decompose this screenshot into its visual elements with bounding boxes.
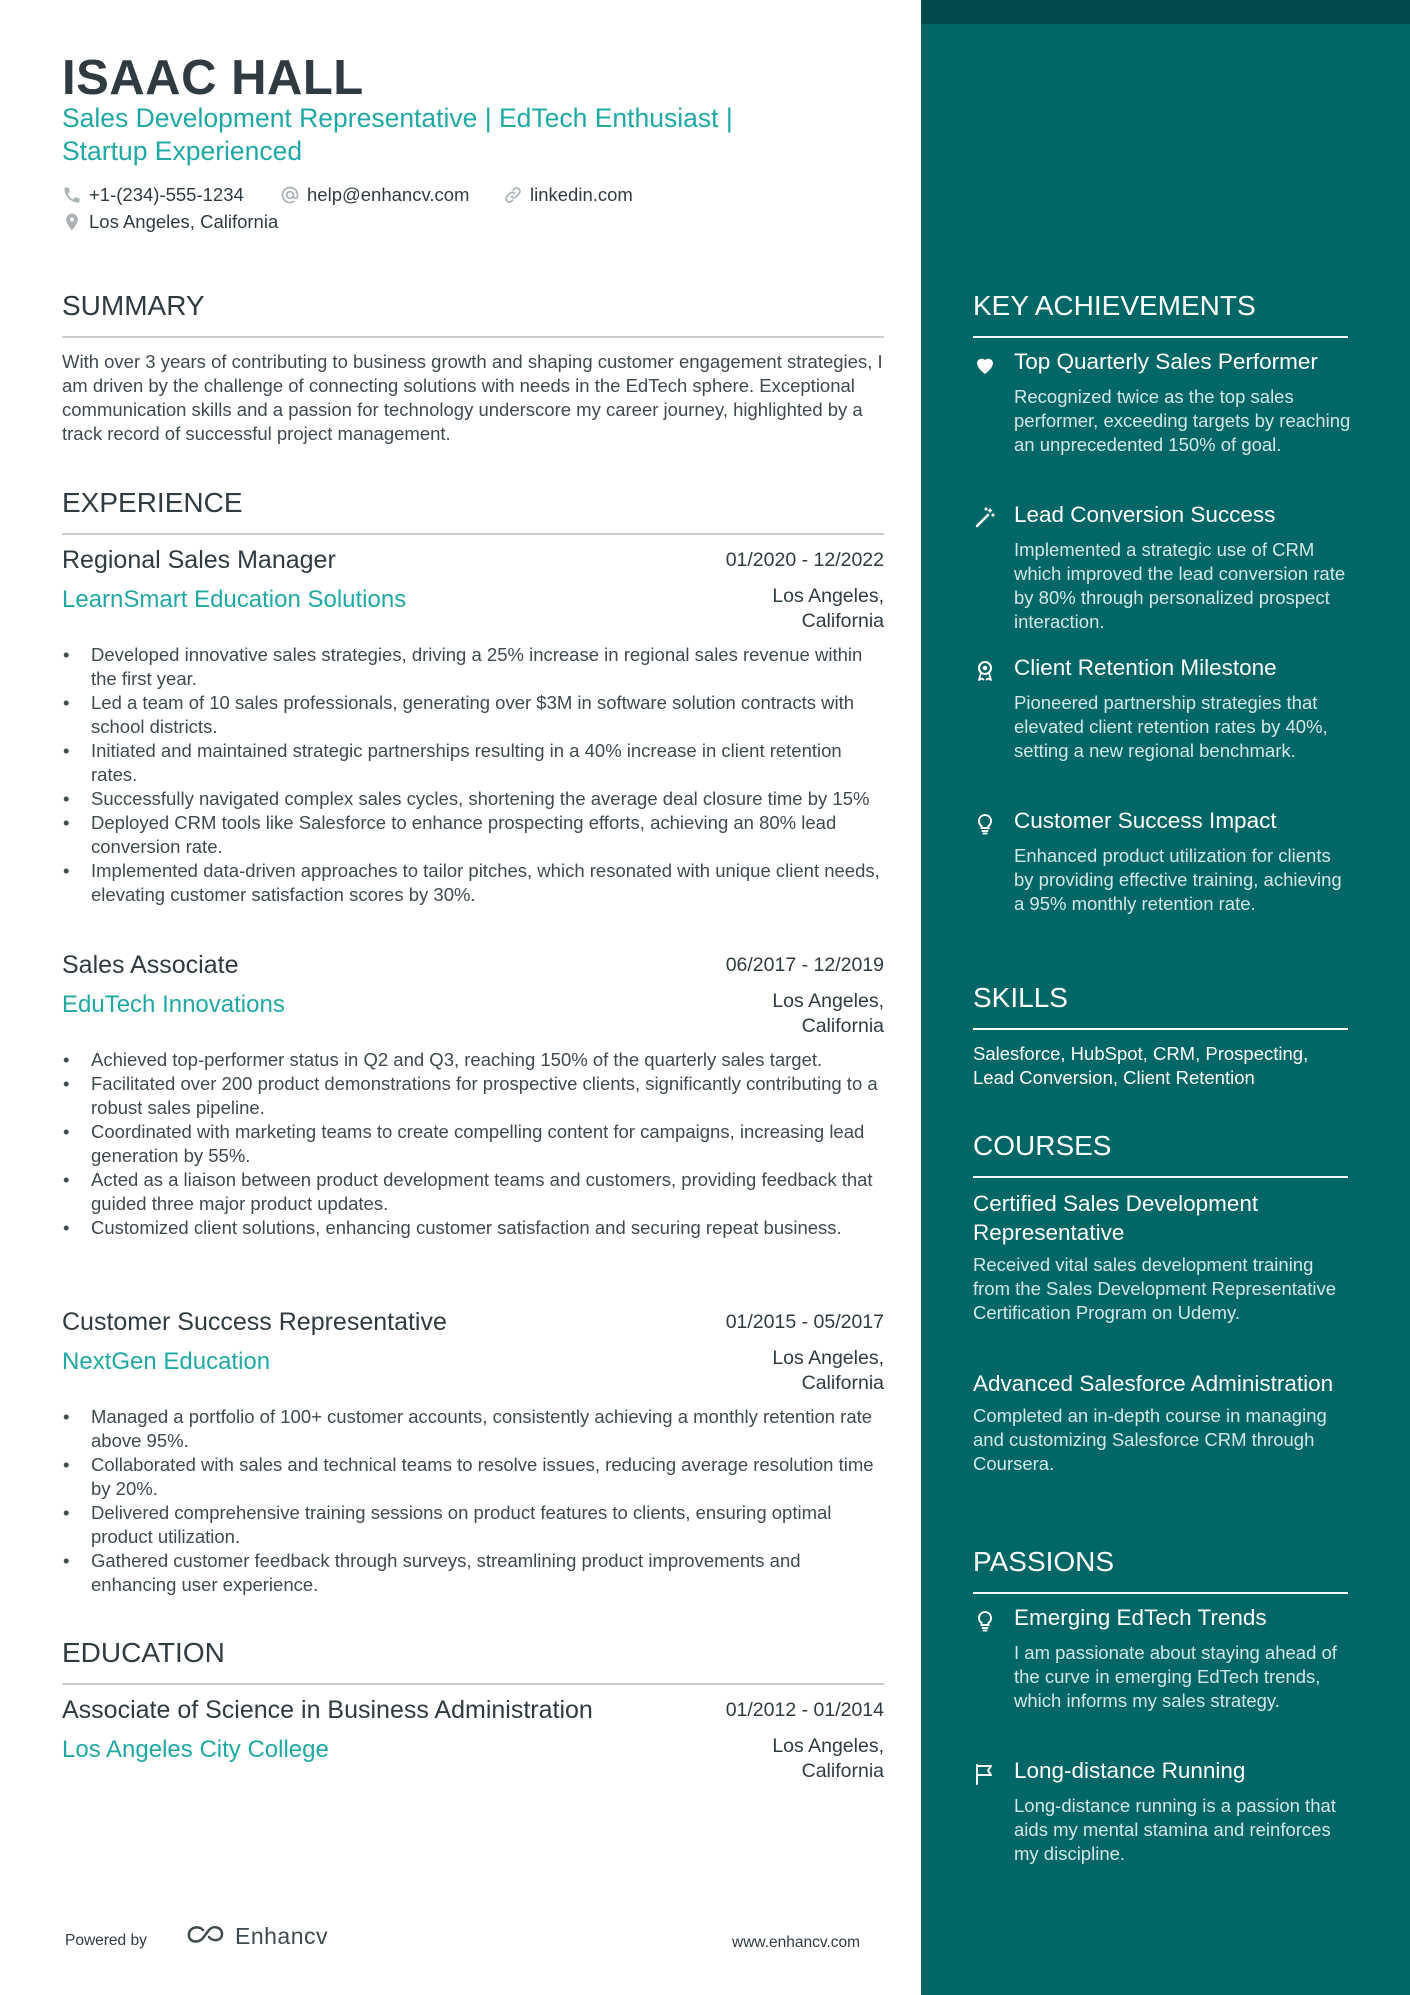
achievements-divider <box>973 336 1348 338</box>
link-icon <box>503 185 523 205</box>
degree-title: Associate of Science in Business Administration <box>62 1696 593 1724</box>
passion-desc: Long-distance running is a passion that aids my mental stamina and reinforces my discipline. <box>1014 1795 1336 1864</box>
company-name[interactable]: NextGen Education <box>62 1348 271 1375</box>
summary-divider <box>62 336 884 338</box>
job-dates: 06/2017 - 12/2019 <box>725 954 884 976</box>
job-dates: 01/2015 - 05/2017 <box>725 1311 884 1333</box>
education-heading: EDUCATION <box>62 1637 225 1668</box>
skills-list: Salesforce, HubSpot, CRM, Prospecting, Lead Conversion, Client Retention <box>973 1043 1309 1088</box>
experience-bullets <box>62 1048 884 1240</box>
job-title: Sales Associate <box>62 951 239 979</box>
summary-heading: SUMMARY <box>62 290 205 321</box>
experience-heading: EXPERIENCE <box>62 487 243 518</box>
experience-bullets <box>62 643 884 907</box>
job-title: Regional Sales Manager <box>62 546 336 574</box>
bullet-item: • Led a team of 10 sales professionals, generating over $3M in software solution contracts with school districts. <box>62 691 884 739</box>
heart-icon <box>973 353 997 377</box>
lightbulb-icon <box>973 812 997 836</box>
bullet-item: • Gathered customer feedback through surveys, streamlining product improvements and enhancing user experience. <box>62 1549 884 1597</box>
phone-icon <box>62 185 82 205</box>
contact-linkedin[interactable] <box>503 184 633 206</box>
job-location: Los Angeles, California <box>772 990 884 1037</box>
enhancv-logo-text: Enhancv <box>235 1922 329 1949</box>
bullet-item: • Achieved top-performer status in Q2 and Q3, reaching 150% of the quarterly sales target. <box>62 1048 884 1072</box>
candidate-name: ISAAC HALL <box>62 51 364 105</box>
courses-divider <box>973 1176 1348 1178</box>
skills-divider <box>973 1028 1348 1030</box>
achievement-desc: Implemented a strategic use of CRM which improved the lead conversion rate by 80% through personalized prospect interaction. <box>1014 539 1346 632</box>
phone-text: +1-(234)-555-1234 <box>89 184 244 205</box>
job-location: Los Angeles, California <box>772 1347 884 1394</box>
bullet-item: • Developed innovative sales strategies, driving a 25% increase in regional sales revenue within the first year. <box>62 643 884 691</box>
achievement-desc: Enhanced product utilization for clients by providing effective training, achieving a 95% monthly retention rate. <box>1014 845 1342 914</box>
award-icon <box>973 659 997 683</box>
passions-heading: PASSIONS <box>973 1546 1115 1577</box>
passions-divider <box>973 1592 1348 1594</box>
achievement-title: Customer Success Impact <box>1014 808 1277 833</box>
achievement-title: Lead Conversion Success <box>1014 502 1276 527</box>
bullet-item: • Coordinated with marketing teams to create compelling content for campaigns, increasing lead generation by 55%. <box>62 1120 884 1168</box>
passion-title: Long-distance Running <box>1014 1758 1246 1783</box>
company-name[interactable]: LearnSmart Education Solutions <box>62 586 407 613</box>
bullet-item: • Implemented data-driven approaches to tailor pitches, which resonated with unique client needs, elevating customer satisfaction scores by 30%. <box>62 859 884 907</box>
achievement-title: Top Quarterly Sales Performer <box>1014 349 1318 374</box>
bullet-item: • Facilitated over 200 product demonstrations for prospective clients, significantly contributing to a robust sales pipeline. <box>62 1072 884 1120</box>
bullet-item: • Acted as a liaison between product development teams and customers, providing feedback that guided three major product updates. <box>62 1168 884 1216</box>
achievement-title: Client Retention Milestone <box>1014 655 1277 680</box>
location-text: Los Angeles, California <box>89 211 279 232</box>
job-dates: 01/2020 - 12/2022 <box>725 549 884 571</box>
at-icon <box>280 185 300 205</box>
bullet-item: • Customized client solutions, enhancing customer satisfaction and securing repeat business. <box>62 1216 884 1240</box>
summary-text: With over 3 years of contributing to business growth and shaping customer engagement strategies, I am driven by the challenge of connecting solutions with needs in the EdTech sphere. Exceptional communication skills and a passion for technology underscore my career journey, highlighted by a track record of successful project management. <box>62 351 883 444</box>
sidebar <box>921 0 1410 1995</box>
achievement-desc: Pioneered partnership strategies that elevated client retention rates by 40%, setting a new regional benchmark. <box>1014 692 1328 761</box>
course-desc: Received vital sales development training from the Sales Development Representative Certification Program on Udemy. <box>973 1254 1336 1323</box>
company-name[interactable]: EduTech Innovations <box>62 991 285 1018</box>
bullet-item: • Delivered comprehensive training sessions on product features to clients, ensuring optimal product utilization. <box>62 1501 884 1549</box>
course-desc: Completed an in-depth course in managing and customizing Salesforce CRM through Coursera. <box>973 1405 1327 1474</box>
passion-desc: I am passionate about staying ahead of the curve in emerging EdTech trends, which informs my sales strategy. <box>1014 1642 1337 1711</box>
contact-location <box>62 211 278 233</box>
passion-title: Emerging EdTech Trends <box>1014 1605 1267 1630</box>
job-location: Los Angeles, California <box>772 585 884 632</box>
enhancv-logo[interactable] <box>183 1922 328 1950</box>
course-item <box>973 1189 1348 1325</box>
sidebar-top-band <box>921 0 1410 24</box>
skills-heading: SKILLS <box>973 982 1068 1013</box>
linkedin-text: linkedin.com <box>530 184 633 205</box>
job-title: Customer Success Representative <box>62 1308 447 1336</box>
bullet-item: • Managed a portfolio of 100+ customer accounts, consistently achieving a monthly retention rate above 95%. <box>62 1405 884 1453</box>
course-title: Advanced Salesforce Administration <box>973 1371 1334 1396</box>
experience-bullets <box>62 1405 884 1597</box>
email-text: help@enhancv.com <box>307 184 470 205</box>
footer-url[interactable]: www.enhancv.com <box>732 1934 861 1951</box>
course-item <box>973 1369 1348 1476</box>
courses-heading: COURSES <box>973 1130 1112 1161</box>
candidate-tagline: Sales Development Representative | EdTech Enthusiast | Startup Experienced <box>62 103 733 166</box>
bullet-item: • Deployed CRM tools like Salesforce to enhance prospecting efforts, achieving an 80% lead conversion rate. <box>62 811 884 859</box>
school-name[interactable]: Los Angeles City College <box>62 1736 329 1763</box>
contact-email[interactable] <box>280 184 469 206</box>
education-divider <box>62 1683 884 1685</box>
education-location: Los Angeles, California <box>772 1735 884 1782</box>
bullet-item: • Successfully navigated complex sales cycles, shortening the average deal closure time by 15% <box>62 787 884 811</box>
education-dates: 01/2012 - 01/2014 <box>725 1699 884 1721</box>
achievement-desc: Recognized twice as the top sales performer, exceeding targets by reaching an unprecedented 150% of goal. <box>1014 386 1351 455</box>
location-pin-icon <box>62 212 82 232</box>
course-title: Certified Sales Development Representative <box>973 1191 1259 1245</box>
contact-phone[interactable] <box>62 184 244 206</box>
experience-divider <box>62 533 884 535</box>
achievements-heading: KEY ACHIEVEMENTS <box>973 290 1256 321</box>
magic-wand-icon <box>973 506 997 530</box>
bullet-item: • Collaborated with sales and technical teams to resolve issues, reducing average resolution time by 20%. <box>62 1453 884 1501</box>
flag-icon <box>973 1762 997 1786</box>
bullet-item: • Initiated and maintained strategic partnerships resulting in a 40% increase in client retention rates. <box>62 739 884 787</box>
enhancv-logo-icon <box>183 1922 231 1950</box>
lightbulb-icon <box>973 1609 997 1633</box>
powered-by-label: Powered by <box>65 1932 147 1949</box>
